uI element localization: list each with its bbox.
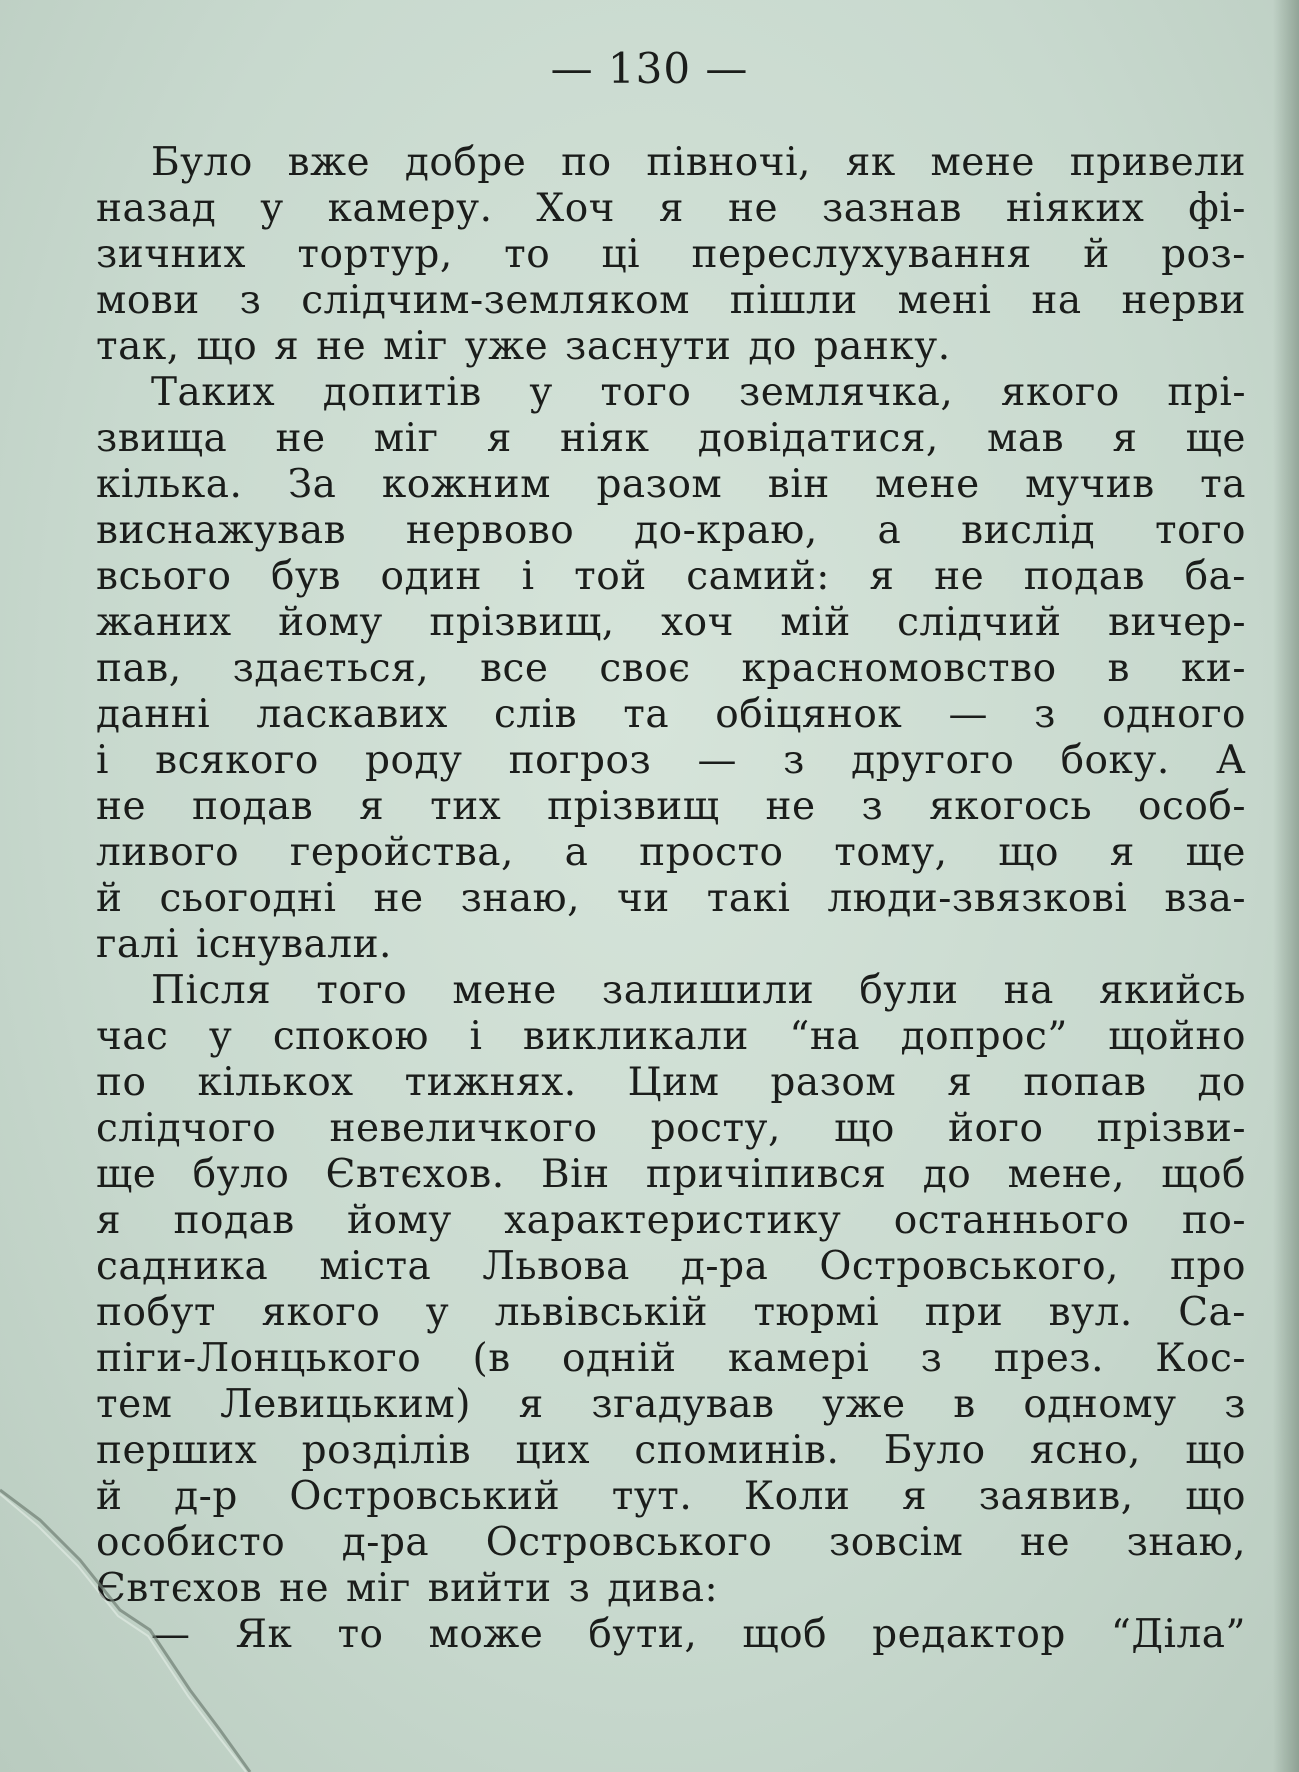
text-line: — Як то може бути, щоб редактор “Діла” [151,1612,1246,1657]
paragraph [96,1612,1246,1658]
text-line: і всякого роду погроз — з другого боку. А [96,738,1246,783]
text-line: данні ласкавих слів та обіцянок — з одного [96,692,1246,737]
text-line: Таких допитів у того землячка, якого прі- [151,370,1246,415]
text-line: по кількох тижнях. Цим разом я попав до [96,1060,1246,1105]
text-line: й сьогодні не знаю, чи такі люди-звязкові вза- [96,876,1246,921]
text-line: мови з слідчим-земляком пішли мені на нерви [96,278,1246,323]
text-line: садника міста Львова д-ра Островського, про [96,1244,1246,1289]
text-line: кілька. За кожним разом він мене мучив та [96,462,1246,507]
text-line: не подав я тих прізвищ не з якогось особ- [96,784,1246,829]
text-line: слідчого невеличкого росту, що його прізви- [96,1106,1246,1151]
text-line: галі існували. [96,922,392,967]
text-line: перших розділів цих споминів. Було ясно, що [96,1428,1246,1473]
text-line: так, що я не міг уже заснути до ранку. [96,324,951,369]
paragraph [96,140,1246,370]
text-line: особисто д-ра Островського зовсім не знаю, [96,1520,1246,1565]
text-line: звища не міг я ніяк довідатися, мав я ще [96,416,1246,461]
text-line: зичних тортур, то ці переслухування й роз- [96,232,1246,277]
text-line: побут якого у львівській тюрмі при вул. Са- [96,1290,1246,1335]
page-number: — 130 — [550,44,749,93]
text-line: жаних йому прізвищ, хоч мій слідчий вичер- [96,600,1246,645]
text-line: піги-Лонцького (в одній камері з през. Кос- [96,1336,1246,1381]
text-line: Після того мене залишили були на якийсь [151,968,1246,1013]
page-edge-shadow [1273,0,1299,1772]
text-line: час у спокою і викликали “на допрос” щойно [96,1014,1246,1059]
text-line: назад у камеру. Хоч я не зазнав ніяких фі- [96,186,1246,231]
text-line: Євтєхов не міг вийти з дива: [96,1566,719,1611]
text-line: й д-р Островський тут. Коли я заявив, що [96,1474,1246,1519]
text-line: Було вже добре по півночі, як мене привели [151,140,1246,185]
text-line: пав, здається, все своє красномовство в ки- [96,646,1246,691]
text-line: всього був один і той самий: я не подав ба- [96,554,1246,599]
text-line: ливого геройства, а просто тому, що я ще [96,830,1246,875]
text-line: тем Левицьким) я згадував уже в одному з [96,1382,1246,1427]
text-line: виснажував нервово до-краю, а вислід того [96,508,1246,553]
paragraph [96,370,1246,968]
body-text [96,140,1246,1658]
text-line: ще було Євтєхов. Він причіпився до мене, щоб [96,1152,1246,1197]
paragraph [96,968,1246,1612]
text-line: я подав йому характеристику останнього по- [96,1198,1246,1243]
